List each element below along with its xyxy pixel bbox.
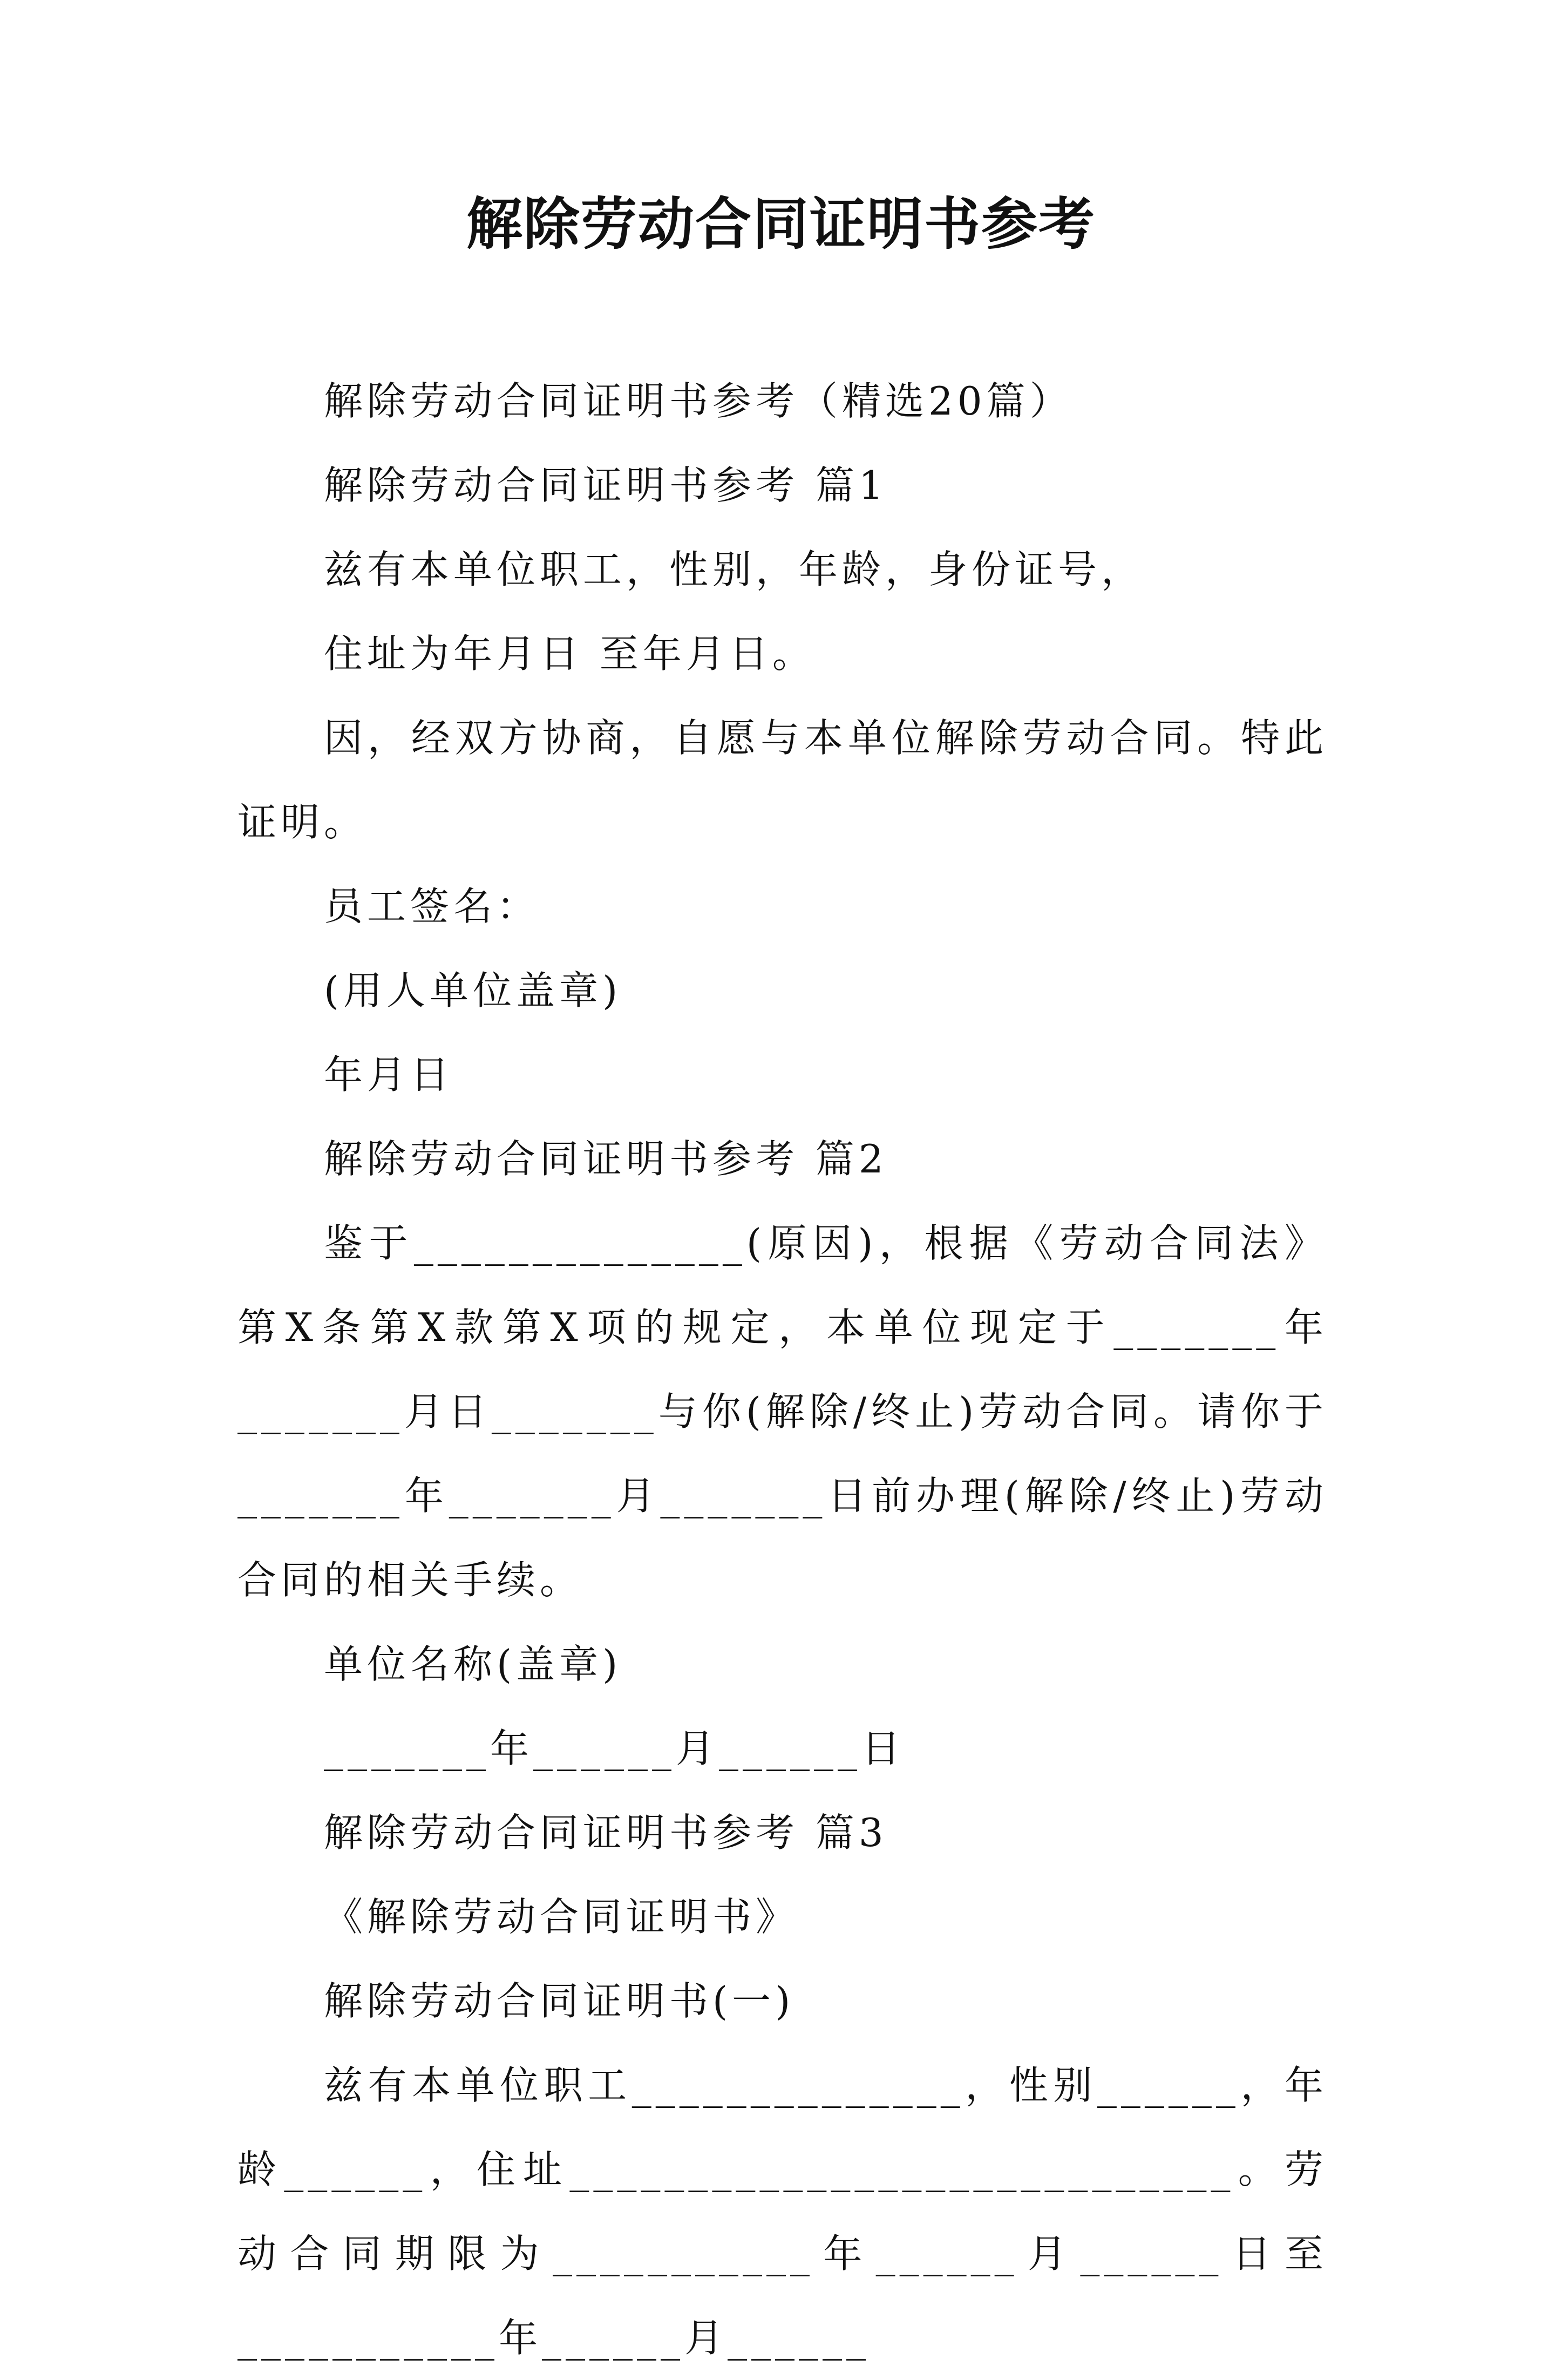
date-line: 年月日	[324, 1052, 454, 1097]
paragraph-subtitle: 解除劳动合同证明书参考（精选20篇）	[324, 378, 1073, 424]
section-heading-3: 解除劳动合同证明书参考 篇3	[324, 1810, 888, 1855]
document-body	[237, 359, 1328, 2380]
date-line: _______年______月______日	[324, 1726, 905, 1771]
section-heading-2: 解除劳动合同证明书参考 篇2	[324, 1136, 888, 1182]
section-heading-1: 解除劳动合同证明书参考 篇1	[324, 463, 888, 508]
seal-line: (用人单位盖章)	[324, 968, 622, 1013]
paragraph: 兹有本单位职工，性别，年龄，身份证号，	[324, 547, 1145, 592]
signature-line: 员工签名：	[324, 884, 540, 929]
paragraph: 《解除劳动合同证明书》	[324, 1894, 799, 1940]
paragraph: 因，经双方协商，自愿与本单位解除劳动合同。特此证明。	[237, 715, 1328, 845]
paragraph: 兹有本单位职工______________，性别______，年龄______，住址____________________________。劳动合同期限为___________年______月______日至___________年______月______	[237, 2063, 1328, 2361]
paragraph: 解除劳动合同证明书(一)	[324, 1978, 795, 2024]
seal-line: 单位名称(盖章)	[324, 1642, 622, 1687]
paragraph: 鉴于______________(原因)，根据《劳动合同法》第X条第X款第X项的规定，本单位现定于_______年_______月日_______与你(解除/终止)劳动合同。请你于_______年_______月_______日前办理(解除/终止)劳动合同的相关手续。	[237, 1220, 1328, 1603]
document-title: 解除劳动合同证明书参考	[466, 191, 1096, 257]
paragraph: 住址为年月日 至年月日。	[324, 631, 816, 676]
